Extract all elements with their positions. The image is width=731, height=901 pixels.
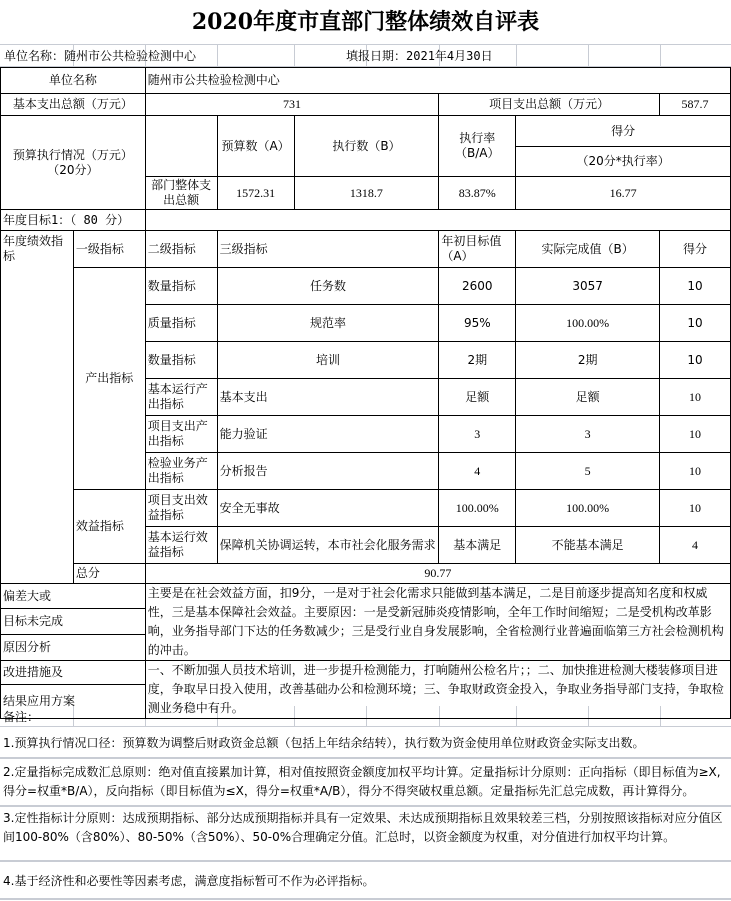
rate-value: 83.87% <box>439 177 516 210</box>
header-score: 得分 <box>660 231 731 268</box>
indicator-score: 10 <box>660 268 731 305</box>
indicator-actual: 3057 <box>516 268 660 305</box>
page-title: 2020年度市直部门整体绩效自评表 <box>191 9 540 35</box>
budget-score-value: 16.77 <box>516 177 731 210</box>
budget-row-label: 部门整体支出总额 <box>145 177 217 210</box>
indicator-level2: 基本运行效益指标 <box>145 527 217 564</box>
indicator-level3: 安全无事故 <box>217 490 439 527</box>
unit-row-label: 单位名称 <box>1 68 146 94</box>
indicator-target: 3 <box>439 416 516 453</box>
indicator-target: 2600 <box>439 268 516 305</box>
indicator-score: 10 <box>660 490 731 527</box>
note-item-4: 4.基于经济性和必要性等因素考虑，满意度指标暂可不作为必评指标。 <box>0 862 731 900</box>
annual-goal-row <box>1 210 731 231</box>
indicator-actual: 2期 <box>516 342 660 379</box>
indicator-score: 10 <box>660 305 731 342</box>
fill-date-meta <box>346 45 493 67</box>
header-actual: 实际完成值（B） <box>516 231 660 268</box>
indicator-score: 10 <box>660 342 731 379</box>
header-target: 年初目标值（A） <box>439 231 516 268</box>
fill-date-value: 2021年4月30日 <box>406 49 493 63</box>
budget-section-label: 预算执行情况（万元）（20分） <box>1 116 146 210</box>
indicator-score: 10 <box>660 453 731 490</box>
improvement-label-1: 改进措施及 <box>1 661 146 685</box>
basic-expense-value: 731 <box>145 94 439 116</box>
exec-value: 1318.7 <box>294 177 439 210</box>
indicator-level2: 数量指标 <box>145 342 217 379</box>
project-expense-label: 项目支出总额（万元） <box>439 94 660 116</box>
grid-line <box>217 44 218 66</box>
improvement-text: 一、不断加强人员技术培训，进一步提升检测能力，打响随州公检名片；；二、加快推进检测大楼装修项目进度，争取早日投入使用，改善基础办公和检测环境；三、争取财政资金投入，争取业务指导部门支持，争取检测业务稳中有升。 <box>145 661 730 719</box>
indicator-level3: 能力验证 <box>217 416 439 453</box>
indicator-section-label: 年度绩效指标 <box>1 231 74 584</box>
indicator-target: 4 <box>439 453 516 490</box>
indicator-actual: 3 <box>516 416 660 453</box>
basic-expense-label: 基本支出总额（万元） <box>1 94 146 116</box>
indicator-actual: 足额 <box>516 379 660 416</box>
indicator-header-row <box>1 231 731 268</box>
total-label: 总分 <box>73 564 145 584</box>
header-level2: 二级指标 <box>145 231 217 268</box>
budget-header-b: 执行数（B） <box>294 116 439 177</box>
budget-empty-cell <box>145 116 217 177</box>
indicator-actual: 100.00% <box>516 305 660 342</box>
indicator-target: 足额 <box>439 379 516 416</box>
unit-name-label: 单位名称： <box>4 49 65 63</box>
header-level1: 一级指标 <box>73 231 145 268</box>
note-item-2: 2.定量指标完成数汇总原则：绝对值直接累加计算，相对值按照资金额度加权平均计算。定量指标计分原则：正向指标（即目标值为≥X,得分=权重*B/A），反向指标（即目标值为≤X，得分=权重*A/B），得分不得突破权重总额。定量指标先汇总完成数，再计算得分。 <box>0 759 731 807</box>
improvement-label-2: 结果应用方案 <box>1 684 146 718</box>
unit-name-meta <box>4 45 196 67</box>
level1-benefit: 效益指标 <box>73 490 145 564</box>
indicator-score: 4 <box>660 527 731 564</box>
indicator-level3: 基本支出 <box>217 379 439 416</box>
budget-header-score-formula: （20分*执行率） <box>516 147 731 177</box>
note-item-3: 3.定性指标计分原则：达成预期指标、部分达成预期指标并具有一定效果、未达成预期指标且效果较差三档，分别按照该指标对应分值区间100-80%（含80%）、80-50%（含50%）、50-0%合理确定分值。汇总时，以资金额度为权重，对分值进行加权平均计算。 <box>0 807 731 862</box>
project-expense-value: 587.7 <box>660 94 731 116</box>
indicator-level2: 项目支出效益指标 <box>145 490 217 527</box>
total-row <box>1 564 731 584</box>
indicator-level2: 项目支出产出指标 <box>145 416 217 453</box>
indicator-level3: 分析报告 <box>217 453 439 490</box>
indicator-target: 基本满足 <box>439 527 516 564</box>
expense-row <box>1 94 731 116</box>
indicator-level3: 保障机关协调运转，本市社会化服务需求 <box>217 527 439 564</box>
budget-header-row <box>1 116 731 147</box>
unit-name-value: 随州市公共检验检测中心 <box>64 49 197 63</box>
unit-row-value: 随州市公共检验检测中心 <box>145 68 730 94</box>
annual-goal-value <box>145 210 730 231</box>
indicator-score: 10 <box>660 379 731 416</box>
indicator-level2: 检验业务产出指标 <box>145 453 217 490</box>
indicator-level2: 基本运行产出指标 <box>145 379 217 416</box>
deviation-text: 主要是在社会效益方面，扣9分，一是对于社会化需求只能做到基本满足，二是目前逐步提高知名度和权威性，三是基本保障社会效益。主要原因：一是受新冠肺炎疫情影响，全年工作时间缩短；二是受机构改革影响，业务指导部门下达的任务数减少；三是受行业自身发展影响，全省检测行业普遍面临第三方社会检测机构的冲击。 <box>145 584 730 661</box>
indicator-target: 95% <box>439 305 516 342</box>
note-item-1: 1.预算执行情况口径：预算数为调整后财政资金总额（包括上年结余结转），执行数为资金使用单位财政资金实际支出数。 <box>0 727 731 759</box>
notes-label: 备注： <box>0 707 731 727</box>
grid-line <box>660 44 661 66</box>
total-value: 90.77 <box>145 564 730 584</box>
indicator-target: 100.00% <box>439 490 516 527</box>
indicator-level3: 培训 <box>217 342 439 379</box>
deviation-label-1: 偏差大或 <box>1 584 146 609</box>
unit-row <box>1 68 731 94</box>
indicator-level3: 任务数 <box>217 268 439 305</box>
deviation-row <box>1 584 731 609</box>
header-level3: 三级指标 <box>217 231 439 268</box>
grid-line <box>294 44 295 66</box>
indicator-level2: 质量指标 <box>145 305 217 342</box>
budget-value: 1572.31 <box>217 177 294 210</box>
indicator-level2: 数量指标 <box>145 268 217 305</box>
deviation-label-2: 目标未完成 <box>1 609 146 634</box>
indicator-actual: 5 <box>516 453 660 490</box>
level1-output: 产出指标 <box>73 268 145 490</box>
indicator-actual: 不能基本满足 <box>516 527 660 564</box>
budget-header-rate: 执行率（B/A） <box>439 116 516 177</box>
deviation-label-3: 原因分析 <box>1 634 146 660</box>
evaluation-table <box>0 67 731 719</box>
indicator-actual: 100.00% <box>516 490 660 527</box>
improvement-row <box>1 661 731 685</box>
indicator-target: 2期 <box>439 342 516 379</box>
indicator-row <box>1 490 731 527</box>
indicator-row <box>1 268 731 305</box>
fill-date-label: 填报日期： <box>346 49 407 63</box>
budget-header-a: 预算数（A） <box>217 116 294 177</box>
indicator-level3: 规范率 <box>217 305 439 342</box>
grid-line <box>516 44 517 66</box>
budget-header-score: 得分 <box>516 116 731 147</box>
grid-line <box>588 44 589 66</box>
indicator-score: 10 <box>660 416 731 453</box>
annual-goal-label: 年度目标1：（ 80 分） <box>1 210 146 231</box>
